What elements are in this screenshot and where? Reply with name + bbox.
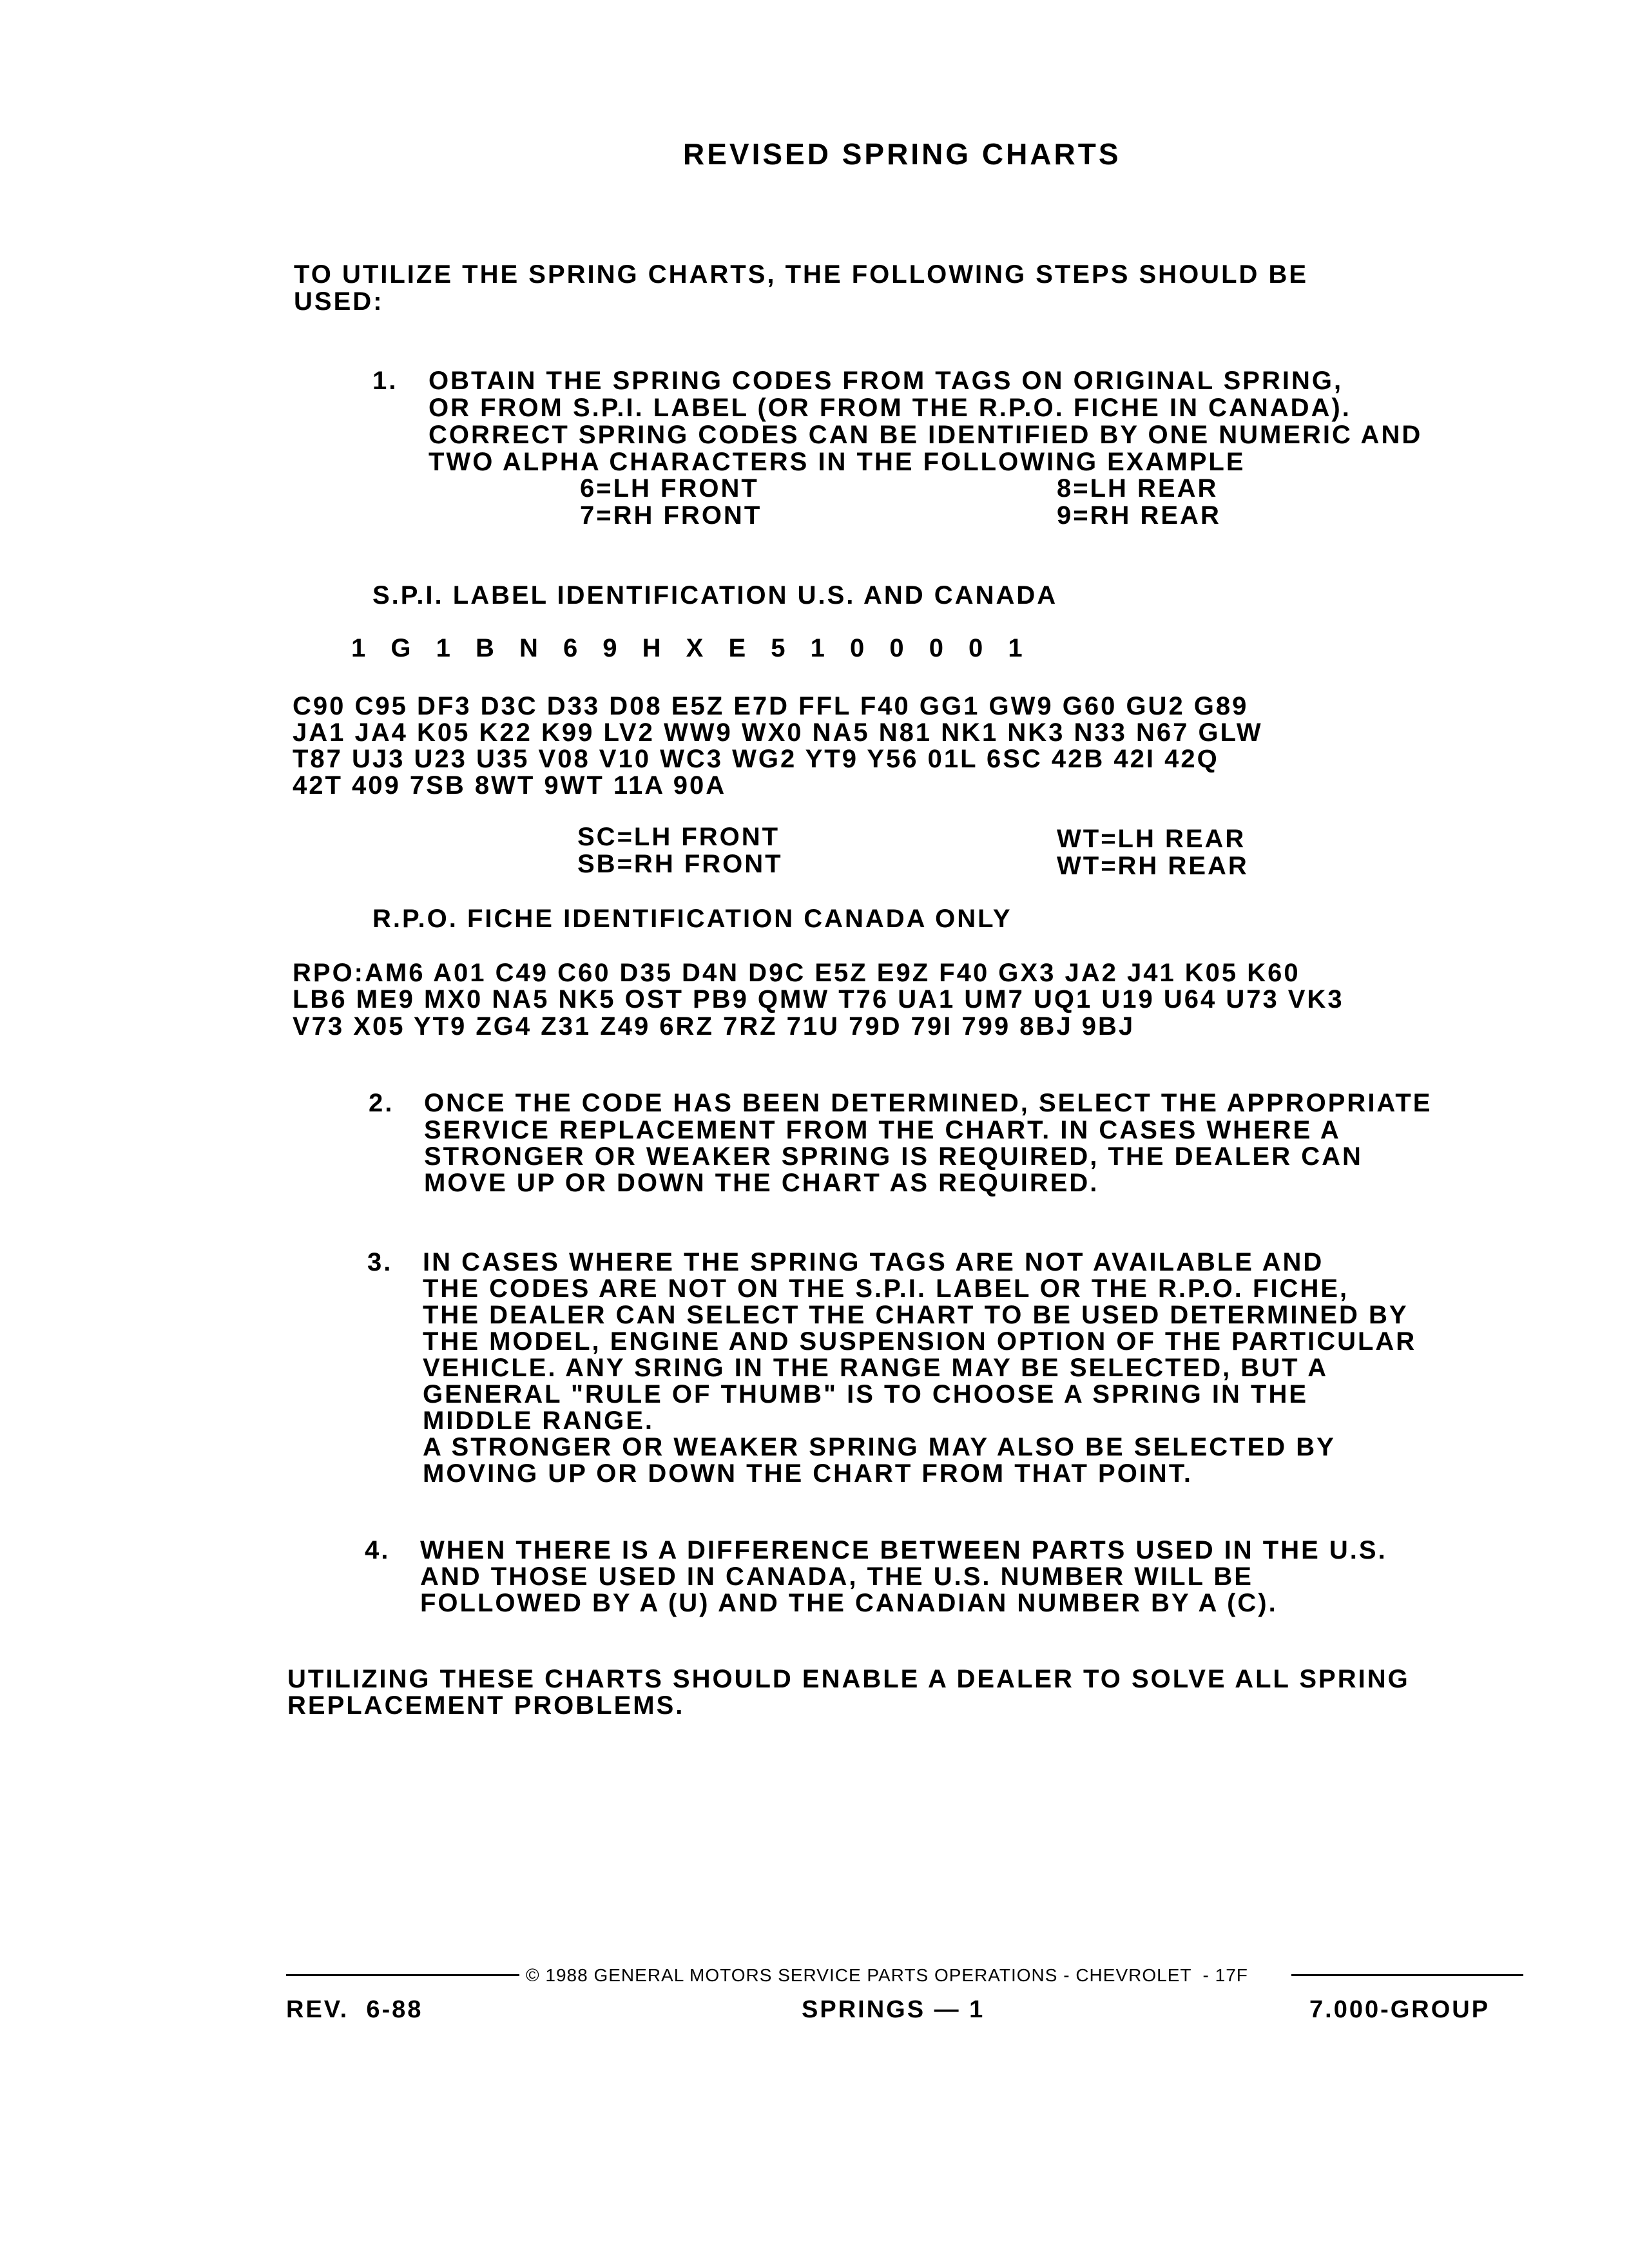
step1-line-4: TWO ALPHA CHARACTERS IN THE FOLLOWING EXAMPLE [429,448,1246,476]
code-key: 7=RH FRONT [580,501,762,530]
spi-code-row: C90 C95 DF3 D3C D33 D08 E5Z E7D FFL F40 GG1 GW9 G60 GU2 G89 [293,692,1249,720]
spi-legend: WT=LH REAR [1057,825,1246,853]
footer-revision: REV. 6-88 [286,1996,423,2023]
step3-line: THE DEALER CAN SELECT THE CHART TO BE USED DETERMINED BY [423,1301,1409,1329]
spi-legend: WT=RH REAR [1057,852,1249,880]
footer-section: SPRINGS — 1 [802,1996,985,2023]
step-number: 2. [369,1089,394,1117]
step-number: 3. [367,1248,393,1276]
step3-line: GENERAL "RULE OF THUMB" IS TO CHOOSE A SPRING IN THE [423,1380,1309,1408]
step3-line: MOVING UP OR DOWN THE CHART FROM THAT POINT. [423,1459,1193,1488]
intro-line-2: USED: [294,287,384,316]
step3-line: A STRONGER OR WEAKER SPRING MAY ALSO BE SELECTED BY [423,1433,1336,1461]
rpo-heading: R.P.O. FICHE IDENTIFICATION CANADA ONLY [372,905,1012,933]
spi-heading: S.P.I. LABEL IDENTIFICATION U.S. AND CANADA [372,581,1058,610]
footer-group: 7.000-GROUP [1309,1996,1490,2023]
footer-rule-left [286,1974,519,1976]
footer-rule-right [1291,1974,1523,1976]
step3-line: IN CASES WHERE THE SPRING TAGS ARE NOT AVAILABLE AND [423,1248,1324,1276]
code-key: 8=LH REAR [1057,474,1219,503]
closing-line: UTILIZING THESE CHARTS SHOULD ENABLE A DEALER TO SOLVE ALL SPRING [287,1665,1410,1693]
step-number: 1. [372,367,398,395]
step4-line: FOLLOWED BY A (U) AND THE CANADIAN NUMBER BY A (C). [420,1589,1278,1617]
footer-copyright-bar [286,1965,1523,1984]
step2-line: SERVICE REPLACEMENT FROM THE CHART. IN CASES WHERE A [424,1116,1341,1144]
spi-code-row: JA1 JA4 K05 K22 K99 LV2 WW9 WX0 NA5 N81 NK1 NK3 N33 N67 GLW [293,718,1263,747]
step1-line-1: OBTAIN THE SPRING CODES FROM TAGS ON ORIGINAL SPRING, [429,367,1344,395]
step3-line: MIDDLE RANGE. [423,1407,654,1435]
vin-example: 1 G 1 B N 6 9 H X E 5 1 0 0 0 0 1 [351,634,1032,662]
step1-line-2: OR FROM S.P.I. LABEL (OR FROM THE R.P.O. FICHE IN CANADA). [429,394,1351,422]
spi-legend: SB=RH FRONT [577,850,783,878]
spi-legend: SC=LH FRONT [577,823,780,851]
code-key: 6=LH FRONT [580,474,759,503]
spi-code-row: 42T 409 7SB 8WT 9WT 11A 90A [293,771,727,800]
step2-line: MOVE UP OR DOWN THE CHART AS REQUIRED. [424,1169,1099,1197]
step3-line: VEHICLE. ANY SRING IN THE RANGE MAY BE SELECTED, BUT A [423,1354,1329,1382]
page-title: REVISED SPRING CHARTS [683,137,1121,171]
footer-copyright: © 1988 GENERAL MOTORS SERVICE PARTS OPERATIONS - CHEVROLET - 17F [526,1965,1248,1985]
step3-line: THE MODEL, ENGINE AND SUSPENSION OPTION OF THE PARTICULAR [423,1327,1417,1356]
step1-line-3: CORRECT SPRING CODES CAN BE IDENTIFIED BY ONE NUMERIC AND [429,421,1423,449]
step4-line: WHEN THERE IS A DIFFERENCE BETWEEN PARTS USED IN THE U.S. [420,1536,1387,1564]
rpo-code-row: RPO:AM6 A01 C49 C60 D35 D4N D9C E5Z E9Z F40 GX3 JA2 J41 K05 K60 [293,959,1300,987]
code-key: 9=RH REAR [1057,501,1221,530]
step4-line: AND THOSE USED IN CANADA, THE U.S. NUMBER WILL BE [420,1562,1253,1591]
intro-line-1: TO UTILIZE THE SPRING CHARTS, THE FOLLOWING STEPS SHOULD BE [294,260,1309,289]
closing-line: REPLACEMENT PROBLEMS. [287,1691,685,1720]
spi-code-row: T87 UJ3 U23 U35 V08 V10 WC3 WG2 YT9 Y56 01L 6SC 42B 42I 42Q [293,745,1219,773]
step2-line: ONCE THE CODE HAS BEEN DETERMINED, SELECT THE APPROPRIATE [424,1089,1432,1117]
rpo-code-row: V73 X05 YT9 ZG4 Z31 Z49 6RZ 7RZ 71U 79D 79I 799 8BJ 9BJ [293,1012,1135,1041]
step3-line: THE CODES ARE NOT ON THE S.P.I. LABEL OR THE R.P.O. FICHE, [423,1274,1349,1303]
step2-line: STRONGER OR WEAKER SPRING IS REQUIRED, THE DEALER CAN [424,1142,1363,1171]
step-number: 4. [365,1536,390,1564]
rpo-code-row: LB6 ME9 MX0 NA5 NK5 OST PB9 QMW T76 UA1 UM7 UQ1 U19 U64 U73 VK3 [293,985,1344,1014]
